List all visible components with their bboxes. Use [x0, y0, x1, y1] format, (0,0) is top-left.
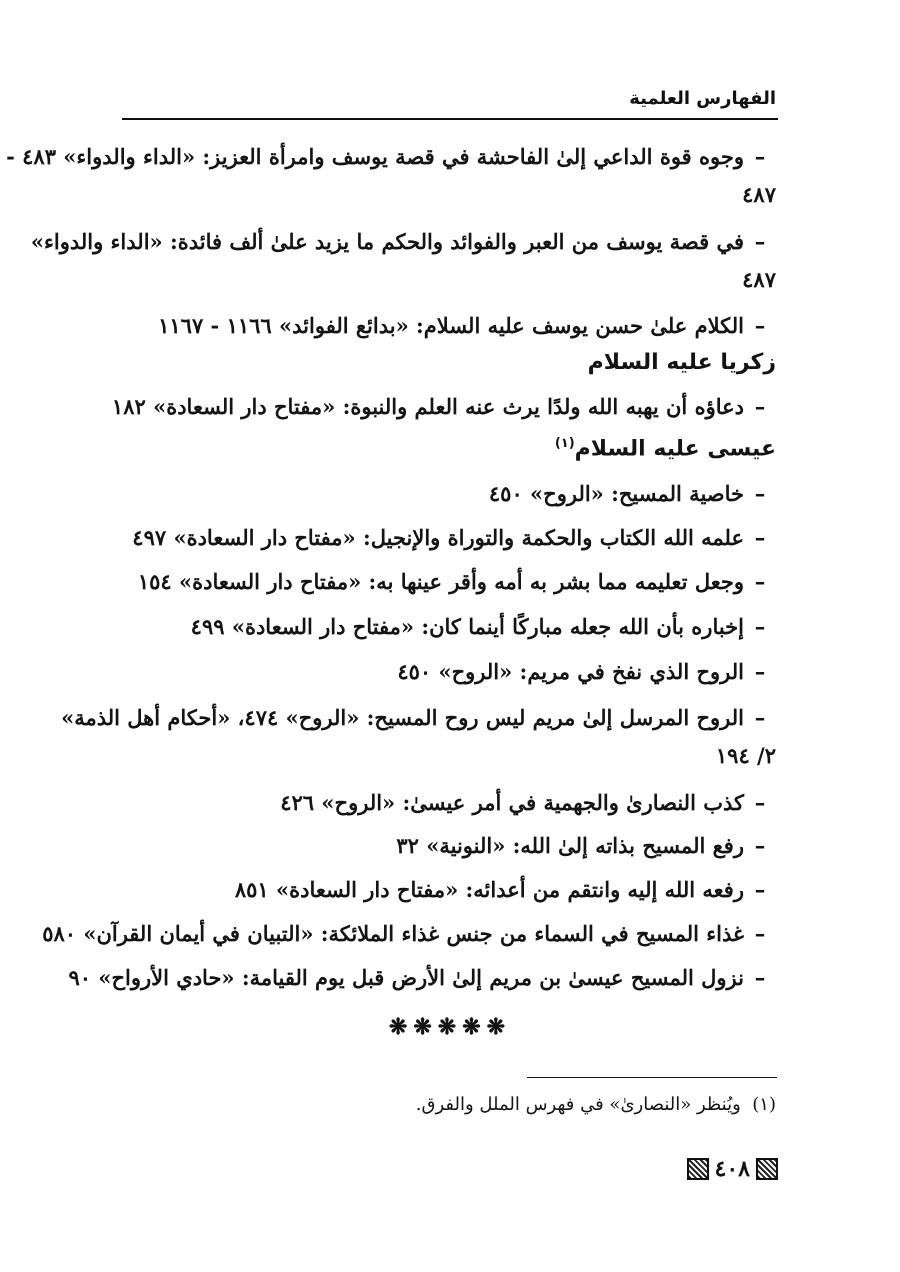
entry-text: وجوه قوة الداعي إلىٰ الفاحشة في قصة يوسف وامرأة العزيز: «الداء والدواء» ٤٨٣ -: [6, 144, 744, 169]
index-entry: [124, 607, 776, 647]
entry-dash: –: [754, 921, 766, 946]
footnote-marker: (١): [752, 1094, 776, 1115]
entry-dash: –: [754, 659, 766, 684]
entry-text: إخباره بأن الله جعله مباركًا أينما كان: «مفتاح دار السعادة» ٤٩٩: [190, 614, 744, 639]
entry-text: الروح المرسل إلىٰ مريم ليس روح المسيح: «الروح» ٤٧٤، «أحكام أهل الذمة»: [61, 705, 744, 730]
index-entry: [61, 698, 776, 768]
index-entry: [42, 914, 776, 954]
section-heading: زكريا عليه السلام: [587, 350, 776, 375]
entry-text: رفع المسيح بذاته إلىٰ الله: «النونية» ٣٢: [396, 833, 744, 858]
section-heading: [555, 436, 776, 461]
index-entry: [124, 518, 776, 558]
entry-dash: –: [754, 144, 766, 169]
entry-text: خاصية المسيح: «الروح» ٤٥٠: [488, 481, 744, 506]
ornament-icon: [756, 1158, 778, 1180]
entry-dash: –: [754, 705, 766, 730]
index-entry: [124, 652, 776, 692]
entry-dash: –: [754, 965, 766, 990]
entry-text: الكلام علىٰ حسن يوسف عليه السلام: «بدائع الفوائد» ١١٦٦ - ١١٦٧: [158, 313, 744, 338]
entry-text: نزول المسيح عيسىٰ بن مريم إلىٰ الأرض قبل يوم القيامة: «حادي الأرواح» ٩٠: [68, 965, 744, 990]
entry-text: وجعل تعليمه مما بشر به أمه وأقر عينها به: «مفتاح دار السعادة» ١٥٤: [137, 569, 744, 594]
section-end-ornament: ❋❋❋❋❋: [388, 1014, 512, 1040]
index-entry: [30, 222, 776, 292]
entry-continuation: ٤٨٧: [742, 182, 776, 207]
entry-text: رفعه الله إليه وانتقم من أعدائه: «مفتاح دار السعادة» ٨٥١: [234, 877, 744, 902]
index-entry: [68, 958, 776, 998]
entry-dash: –: [754, 525, 766, 550]
entry-dash: –: [754, 877, 766, 902]
entry-text: في قصة يوسف من العبر والفوائد والحكم ما يزيد علىٰ ألف فائدة: «الداء والدواء»: [30, 229, 744, 254]
index-entry: [124, 562, 776, 602]
header-rule: [122, 118, 778, 120]
footnote-text: ويُنظر «النصارىٰ» في فهرس الملل والفرق.: [415, 1094, 741, 1115]
entry-text: غذاء المسيح في السماء من جنس غذاء الملائكة: «التبيان في أيمان القرآن» ٥٨٠: [42, 921, 744, 946]
index-entry: [124, 474, 776, 514]
footnote-reference: (١): [554, 436, 575, 451]
entry-dash: –: [754, 569, 766, 594]
entry-continuation: ٢/ ١٩٤: [715, 743, 776, 768]
entry-continuation: ٤٨٧: [742, 267, 776, 292]
ornament-icon: [687, 1158, 709, 1180]
entry-text: الروح الذي نفخ في مريم: «الروح» ٤٥٠: [397, 659, 744, 684]
entry-dash: –: [754, 313, 766, 338]
entry-dash: –: [754, 481, 766, 506]
running-header-title: الفهارس العلمية: [629, 88, 776, 109]
page-number: ٤٠٨: [714, 1156, 750, 1182]
index-entry: [124, 306, 776, 346]
page-number-block: [687, 1156, 778, 1182]
entry-dash: –: [754, 833, 766, 858]
index-entry: [111, 387, 776, 427]
index-entry: [6, 137, 776, 207]
entry-dash: –: [754, 614, 766, 639]
entry-dash: –: [754, 790, 766, 815]
index-entry: [124, 826, 776, 866]
entry-text: كذب النصارىٰ والجهمية في أمر عيسىٰ: «الروح» ٤٢٦: [280, 790, 744, 815]
entry-dash: –: [754, 394, 766, 419]
entry-text: علمه الله الكتاب والحكمة والتوراة والإنجيل: «مفتاح دار السعادة» ٤٩٧: [132, 525, 744, 550]
index-entry: [124, 870, 776, 910]
footnote: [416, 1094, 776, 1115]
heading-text: عيسى عليه السلام: [574, 436, 776, 462]
entry-dash: –: [754, 229, 766, 254]
entry-text: دعاؤه أن يهبه الله ولدًا يرث عنه العلم والنبوة: «مفتاح دار السعادة» ١٨٢: [111, 394, 744, 419]
footnote-rule: [527, 1077, 777, 1078]
index-entry: [124, 783, 776, 823]
